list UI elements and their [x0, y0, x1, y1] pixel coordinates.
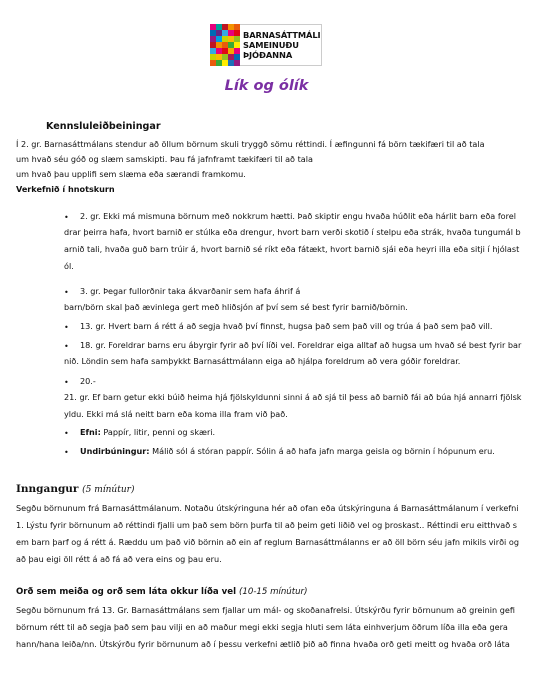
un-crc-logo [210, 24, 322, 66]
intro-duration: (5 mínútur) [82, 485, 135, 495]
prep-line [80, 445, 495, 457]
article21-line: 21. gr. Ef barn getur ekki búið heima hjá fjölskyldunni sinni á að sjá til þess að barnið fái að búa hjá annarri fjölsk [64, 392, 522, 402]
bullet-icon: • [64, 428, 69, 438]
bullet-icon: • [64, 447, 69, 457]
bullet-line: 13. gr. Hvert barn á rétt á að segja hvað því finnst, hugsa það sem það vill og trúa á það sem það vill. [80, 321, 493, 331]
logo-line-3: ÞJÓÐANNA [243, 50, 293, 60]
logo-text [240, 24, 322, 66]
logo-color-grid-icon [210, 24, 240, 66]
words-duration: (10-15 mínútur) [239, 587, 308, 597]
page-title: Lík og ólík [224, 78, 309, 94]
words-text-line: hann/hana leiða/nn. Útskýrðu fyrir börnunum að í þessu verkefni ætlið þið að finna hvaða orð geti meitt og hvaða orð láta [16, 639, 510, 649]
article3-continuation: barn/börn skal það ævinlega gert með hliðsjón af því sem sé best fyrir barnið/börnin. [64, 302, 408, 312]
bullet-icon: • [64, 377, 69, 387]
materials-line [80, 426, 215, 438]
bullet-line: 20.- [80, 376, 96, 386]
materials-label: Efni: [80, 427, 101, 437]
intro-heading-text: Inngangur [16, 483, 79, 495]
bullet-line: 3. gr. Þegar fullorðnir taka ákvarðanir sem hafa áhrif á [80, 286, 301, 296]
guide-heading: Kennsluleiðbeiningar [46, 121, 161, 132]
bullet-icon: • [64, 287, 69, 297]
bullet-line: nið. Löndin sem hafa samþykkt Barnasáttmálann eiga að hjálpa foreldrum að vera góðir foreldrar. [64, 356, 461, 366]
intro-section-heading [16, 483, 134, 495]
bullet-line: 2. gr. Ekki má mismuna börnum með nokkrum hætti. Það skiptir engu hvaða húðlit eða hárlit barn eða forel [80, 211, 516, 221]
bullet-line: arnið tali, hvaða guð barn trúir á, hvort barnið sé ríkt eða fátækt, hvort barnið sjái eða heyri illa eða sitji í hjólast [64, 244, 520, 254]
prep-label: Undirbúningur: [80, 446, 150, 456]
bullet-icon: • [64, 322, 69, 332]
materials-text: Pappír, litir, penni og skæri. [100, 427, 216, 437]
bullet-icon: • [64, 341, 69, 351]
intro-line: um hvað séu góð og slæm samskipti. Þau fá jafnframt tækifæri til að tala [16, 154, 313, 164]
intro-line: um hvað þau upplifi sem slæma eða særandi framkomu. [16, 169, 246, 179]
words-text-line: Segðu börnunum frá 13. Gr. Barnasáttmálans sem fjallar um mál- og skoðanafrelsi. Útskýrðu fyrir börnunum að greinin gefi [16, 605, 515, 615]
logo-line-1: BARNASÁTTMÁLI [243, 30, 321, 40]
article21-line: yldu. Ekki má slá neitt barn eða koma illa fram við það. [64, 409, 288, 419]
bullet-line: drar þeirra hafa, hvort barnið er stúlka eða drengur, hvort barn verði skotið í stelpu eða strák, hvaða tungumál b [64, 227, 521, 237]
intro-text-line: em barn þarf og á rétt á. Ræddu um það við börnin að ein af reglum Barnasáttmálanns er að öll börn séu jafn mikils virði og [16, 537, 519, 547]
prep-text: Málið sól á stóran pappír. Sólin á að hafa jafn marga geisla og börnin í hópunum eru. [149, 446, 495, 456]
bullet-line: 18. gr. Foreldrar barns eru ábyrgir fyrir að því líði vel. Foreldrar eiga alltaf að hugsa um hvað sé best fyrir bar [80, 340, 522, 350]
intro-text-line: 1. Lýstu fyrir börnunum að réttindi fjalli um það sem börn þurfa til að þeim geti liðið vel og þroskast.. Réttindi eru eitthvað s [16, 520, 517, 530]
intro-text-line: að þau eigi öll rétt á að fá að vera eins og þau eru. [16, 554, 222, 564]
words-section-heading [16, 587, 307, 597]
words-heading-text: Orð sem meiða og orð sem láta okkur líða vel [16, 587, 237, 597]
bullet-line: ól. [64, 261, 74, 271]
intro-text-line: Segðu börnunum frá Barnasáttmálanum. Notaðu útskýringuna hér að ofan eða útskýringuna á Barnasáttmálanum í verkefni [16, 503, 519, 513]
bullet-icon: • [64, 212, 69, 222]
words-text-line: börnum rétt til að segja það sem þau vilji en að maður megi ekki segja hluti sem láta einhverjum öðrum líða illa eða gera [16, 622, 508, 632]
intro-line: Í 2. gr. Barnasáttmálans stendur að öllum börnum skuli tryggð sömu réttindi. Í æfingunni fá börn tækifæri til að tala [16, 139, 485, 149]
focus-heading: Verkefnið í hnotskurn [16, 184, 115, 194]
logo-line-2: SAMEINUÐU [243, 40, 299, 50]
